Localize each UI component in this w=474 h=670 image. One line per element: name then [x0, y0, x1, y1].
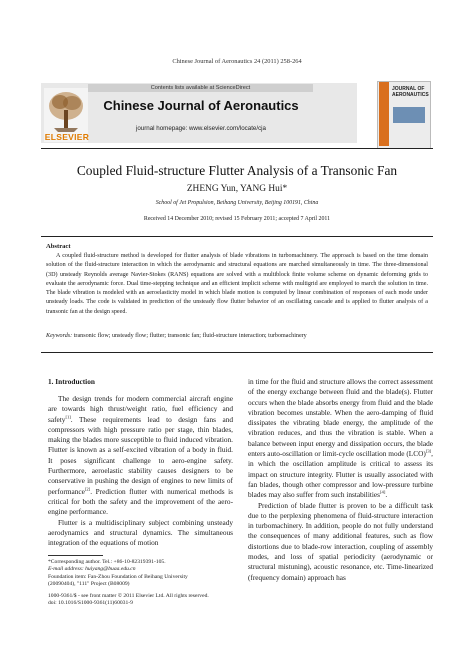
footnote-corresponding: *Corresponding author. Tel.: +86-10-82319391-105. — [48, 559, 166, 565]
cover-title: JOURNAL OF AERONAUTICS — [392, 86, 429, 98]
footnote-rule — [48, 555, 103, 556]
paragraph: Prediction of blade flutter is proven to be a difficult task due to the perplexing phenomena of fluid-structure interaction in turbomachinery. In addition, people do not fully understand the consequences of many additional features, such as flow distortions due to blade-row interaction, coupling of assembly modes, and loss of spatial periodicity (aerodynamic or structural mistuning), acoustic resonance, etc. Time-linearized (frequency domain) approach has — [248, 500, 433, 582]
citation-ref[interactable]: [3] — [425, 448, 432, 454]
text-run: . — [385, 490, 388, 500]
keywords — [46, 333, 428, 339]
right-column — [248, 377, 433, 583]
abstract-bottom-rule — [41, 352, 433, 353]
paper-title: Coupled Fluid-structure Flutter Analysis of a Transonic Fan — [76, 163, 398, 178]
cover-stripe — [379, 82, 389, 146]
affiliation: School of Jet Propulsion, Beihang University, Beijing 100191, China — [155, 200, 319, 206]
citation-ref[interactable]: [1] — [65, 414, 71, 420]
text-run: in time for the fluid and structure allows the correct assessment of the energy exchange between fluid and the blade(s). Flutter occurs when the blade absorbs energy from fluid and the blade vibration becomes unstable. When the aero-damping of fluid dissipates the vibrating blade energy, the amplitude of the vibration reduces, and thus the vibration is stable. When a balance between input energy and dissipation occurs, the blade enters auto-oscillation or limit-cycle oscillation mode (LCO) — [248, 377, 433, 459]
cover-image — [393, 107, 425, 123]
paragraph — [48, 394, 233, 518]
footnote-foundation-cont: (20090404), "111" Project (B08009) — [48, 580, 130, 587]
paragraph — [248, 377, 433, 501]
journal-title: Chinese Journal of Aeronautics — [103, 98, 299, 113]
text-run: The design trends for modern commercial aircraft engine are towards high thrust/weight ratio, fuel efficiency and safety — [48, 394, 233, 424]
article-dates: Received 14 December 2010; revised 15 February 2011; accepted 7 April 2011 — [143, 216, 331, 222]
keywords-label: Keywords: — [46, 333, 73, 339]
citation-ref[interactable]: [2] — [84, 486, 91, 492]
footnotes — [48, 559, 248, 588]
availability-bar: Contents lists available at ScienceDirect — [88, 84, 313, 92]
paragraph: Flutter is a multidisciplinary subject combining unsteady aerodynamics and structural dynamics. The simultaneous integration of the equations of motion — [48, 517, 233, 548]
text-run: . These requirements lead to design fans and compressors with high pressure ratio per stage, thin blades, making the blades more susceptible to fluid induced vibration. Flutter is known as a self-excited vibration of a body in fluid. It poses significant challenge to aero-engine safety. Furthermore, aeroelastic stability causes designers to be conservative in pushing the design of engines to new limits of performance — [48, 414, 233, 496]
left-column — [48, 394, 233, 548]
section-heading-introduction: 1. Introduction — [48, 377, 95, 386]
journal-citation: Chinese Journal of Aeronautics 24 (2011) 258-264 — [172, 58, 302, 65]
doi-line: doi: 10.1016/S1000-9361(11)60031-9 — [48, 600, 133, 607]
footnote-email: E-mail address: huiyang@buaa.edu.cn — [48, 566, 136, 573]
text-run: . Prediction flutter with numerical methods is critical for both the safety and the improvement of the aero-engine performance. — [48, 486, 233, 517]
header-rule — [41, 148, 433, 149]
citation-ref[interactable]: [4] — [380, 489, 386, 495]
abstract-text: A coupled fluid-structure method is developed for flutter analysis of blade vibrations in turbomachinery. The approach is based on the time domain solution of the fluid-structure interaction in which the aerodynamic and structural equations are marched simultaneously in time. The three-dimensional (3D) unsteady Reynolds average Navier-Stokes (RANS) equations are solved with a multiblock finite volume scheme on dynamic deforming grids to evaluate the aerodynamic force. Dual time-stepping technique and an efficient implicit scheme with multigrid are employed to march the solution in time. The blade vibration is modeled with an aeroelasticity model in which blade motion is computed by linear combination of responses of each mode under unsteady loads. The code is validated in prediction of the unsteady flow flutter behavior of an oscillating cascade and is applied to flutter analysis of a transonic fan at the design speed. — [46, 253, 428, 315]
abstract-top-rule — [41, 236, 433, 237]
authors: ZHENG Yun, YANG Hui* — [186, 184, 288, 194]
abstract-heading: Abstract — [46, 243, 71, 250]
text-run: , in which the oscillation amplitude is critical to assess its impact on structure integrity. Flutter is usually associated with fan blades, though other compressor and low-pressure turbine blades may also suffer from such instabilities — [248, 449, 433, 500]
keywords-list: transonic flow; unsteady flow; flutter; transonic fan; fluid-structure interaction; turbomachinery — [73, 333, 307, 339]
copyright-line: 1000-9361/$ - see front matter © 2011 Elsevier Ltd. All rights reserved. — [48, 593, 209, 599]
journal-homepage[interactable]: journal homepage: www.elsevier.com/locate/cja — [135, 125, 266, 132]
copyright-block — [48, 593, 248, 608]
elsevier-wordmark: ELSEVIER — [44, 132, 90, 142]
footnote-foundation: Foundation item: Fan-Zhou Foundation of Beihang University — [48, 573, 188, 580]
